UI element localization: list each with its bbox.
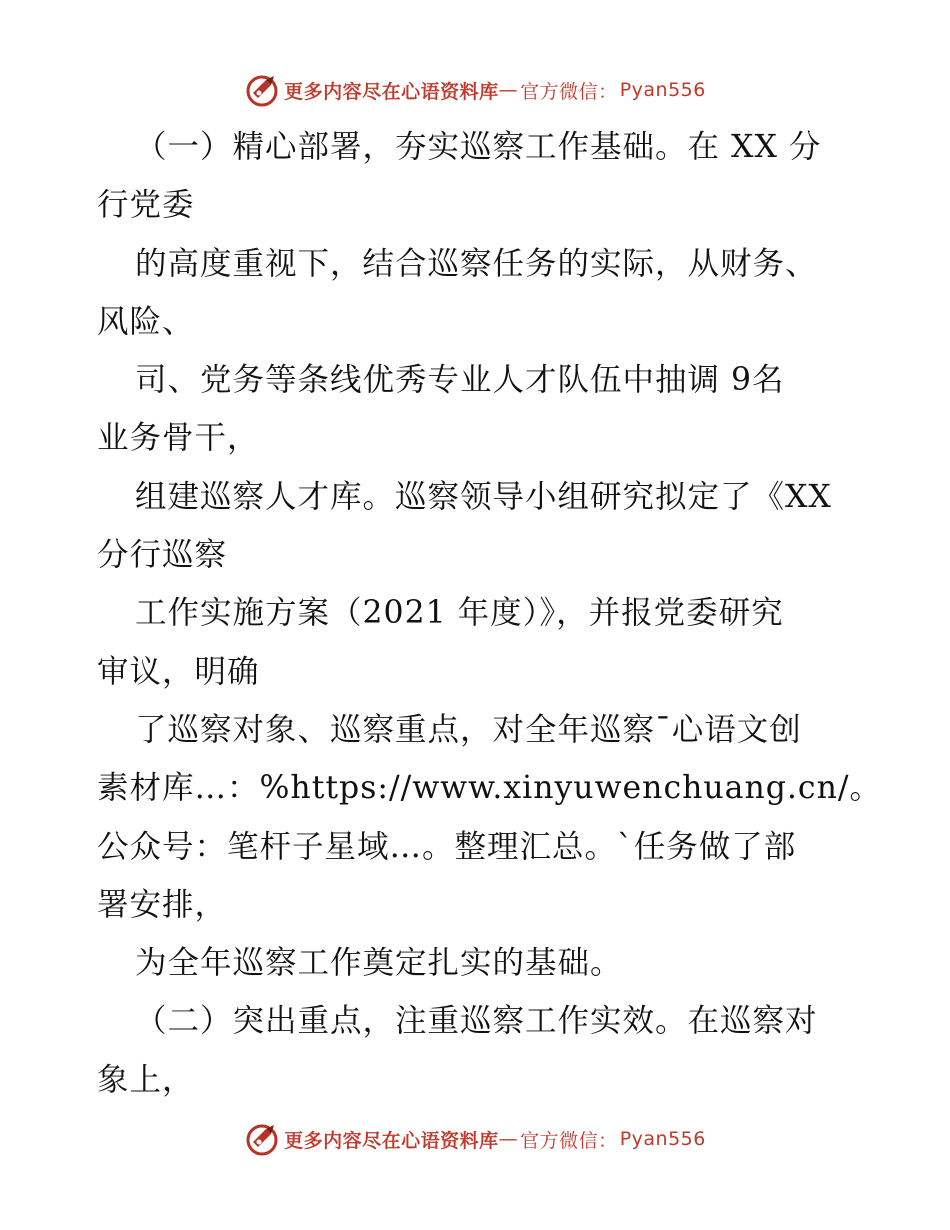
text-line: 分行巡察	[97, 537, 228, 574]
document-body	[97, 118, 882, 1109]
text-line: 素材库…：%https://www.xinyuwenchuang.cn/。	[97, 770, 882, 807]
text-line: （一）精心部署，夯实巡察工作基础。在 XX 分	[135, 129, 822, 165]
text-line: 司、党务等条线优秀专业人才队伍中抽调 9名	[135, 362, 785, 399]
xinyu-logo-icon	[244, 1121, 280, 1157]
text-line: 行党委	[97, 187, 195, 224]
banner-separator: —	[498, 79, 519, 101]
banner-wechat-id: Pyan556	[619, 79, 706, 101]
text-line: 公众号：笔杆子星域…。整理汇总。`任务做了部	[97, 828, 797, 865]
text-line: 为全年巡察工作奠定扎实的基础。	[135, 945, 623, 982]
text-line: 象上，	[97, 1061, 195, 1098]
banner-separator: —	[498, 1128, 519, 1150]
header-watermark-banner	[0, 70, 950, 110]
banner-wechat-label: 官方微信：	[520, 80, 618, 103]
text-line: 工作实施方案（2021 年度）》，并报党委研究	[135, 595, 784, 632]
xinyu-logo-icon	[244, 72, 280, 108]
text-line: 的高度重视下，结合巡察任务的实际，从财务、	[135, 245, 818, 282]
text-line: 组建巡察人才库。巡察领导小组研究拟定了《XX	[135, 478, 832, 515]
banner-wechat-id: Pyan556	[619, 1128, 706, 1150]
text-line: 署安排，	[97, 886, 228, 923]
text-line: 了巡察对象、巡察重点，对全年巡察¯心语文创	[135, 711, 802, 748]
banner-main-text: 更多内容尽在心语资料库	[284, 1129, 499, 1152]
text-line: 业务骨干，	[97, 420, 260, 457]
banner-wechat-label: 官方微信：	[520, 1129, 618, 1152]
footer-watermark-banner	[0, 1119, 950, 1159]
text-line: 审议，明确	[97, 653, 260, 690]
banner-main-text: 更多内容尽在心语资料库	[284, 80, 499, 103]
text-line: 风险、	[97, 303, 195, 340]
text-line: （二）突出重点，注重巡察工作实效。在巡察对	[135, 1003, 818, 1040]
